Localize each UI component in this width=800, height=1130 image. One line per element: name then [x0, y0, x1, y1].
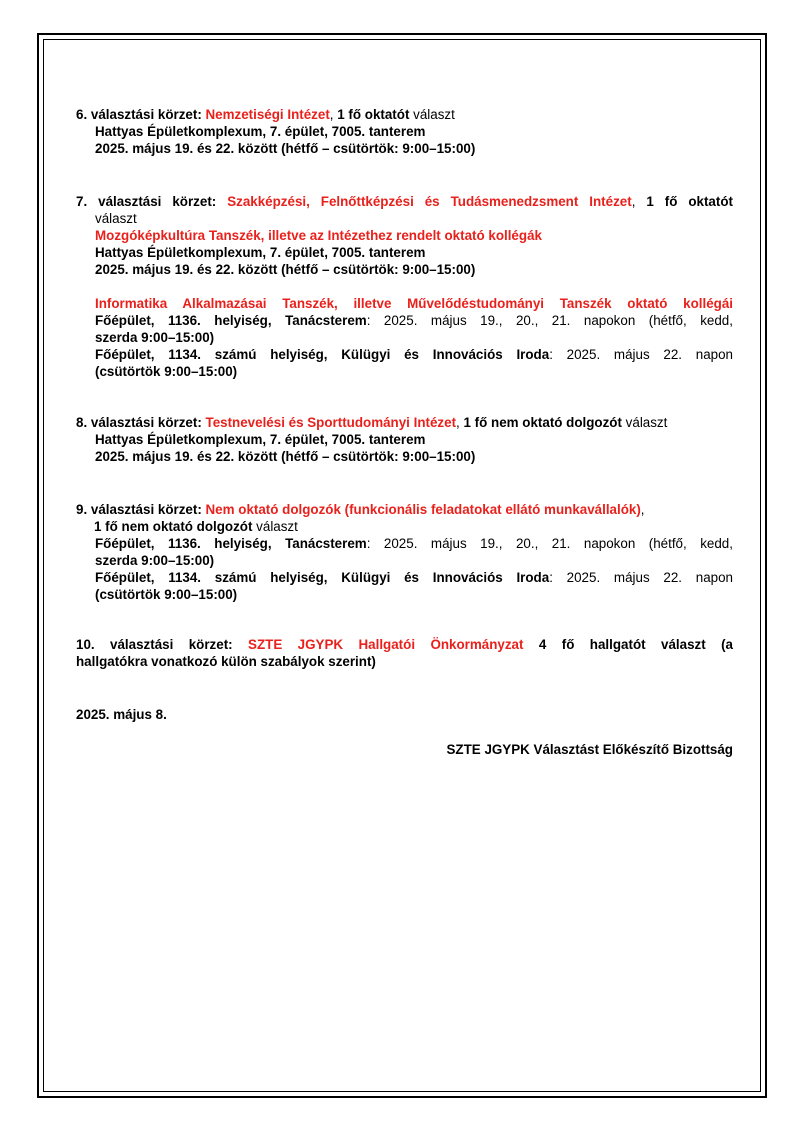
loc-2-place: Főépület, 1134. számú helyiség, Külügyi és Innovációs Iroda	[95, 570, 550, 585]
loc-2-place: Főépület, 1134. számú helyiség, Külügyi és Innovációs Iroda	[95, 347, 550, 362]
district-9-label: 9. választási körzet:	[76, 502, 206, 517]
district-7	[76, 193, 733, 380]
district-7-unit-2-loc-1	[76, 312, 733, 329]
district-8-label: 8. választási körzet:	[76, 415, 206, 430]
loc-2-date: : 2025. május 22. napon	[549, 570, 733, 585]
district-9-loc-1-time: szerda 9:00–15:00)	[95, 553, 215, 568]
district-10-label: 10. választási körzet:	[76, 637, 249, 652]
district-8-heading	[76, 414, 733, 431]
district-9	[76, 501, 733, 603]
district-9-count-line	[76, 518, 733, 535]
district-10-name: SZTE JGYPK Hallgatói Önkormányzat	[248, 637, 524, 652]
signature: SZTE JGYPK Választást Előkészítő Bizottság	[446, 742, 733, 757]
district-7-suffix: választ	[95, 211, 137, 226]
loc-1-place: Főépület, 1136. helyiség, Tanácsterem	[95, 313, 367, 328]
district-10	[76, 636, 733, 670]
district-9-loc-2	[76, 569, 733, 586]
district-7-unit-2	[76, 295, 733, 380]
district-9-loc-2-time: (csütörtök 9:00–15:00)	[95, 587, 238, 602]
district-8	[76, 414, 733, 465]
district-6-name: Nemzetiségi Intézet	[205, 107, 330, 122]
district-7-comma: ,	[631, 194, 647, 209]
loc-2-date: : 2025. május 22. napon	[549, 347, 733, 362]
district-9-heading	[76, 501, 733, 518]
district-6	[76, 106, 733, 157]
district-8-dates: 2025. május 19. és 22. között (hétfő – csütörtök: 9:00–15:00)	[95, 449, 476, 464]
district-6-heading	[76, 106, 733, 123]
district-7-count: 1 fő oktatót	[646, 194, 733, 209]
loc-1-place: Főépület, 1136. helyiség, Tanácsterem	[95, 536, 367, 551]
district-6-suffix: választ	[409, 107, 455, 122]
district-7-label: 7. választási körzet:	[76, 194, 228, 209]
district-7-unit-2-loc-2	[76, 346, 733, 363]
district-7-unit-2-name: Informatika Alkalmazásai Tanszék, illetve Művelődéstudományi Tanszék oktató kollégái	[95, 296, 733, 311]
district-10-rest: 4 fő hallgatót választ (a	[523, 637, 733, 652]
district-10-rest-2: hallgatókra vonatkozó külön szabályok szerint)	[76, 654, 376, 669]
district-7-unit-1: Mozgóképkultúra Tanszék, illetve az Intézethez rendelt oktató kollégák	[95, 228, 542, 243]
district-7-name: Szakképzési, Felnőttképzési és Tudásmenedzsment Intézet	[227, 194, 632, 209]
district-8-name: Testnevelési és Sporttudományi Intézet	[205, 415, 457, 430]
document-date: 2025. május 8.	[76, 707, 167, 722]
district-7-unit-2-loc-1-time: szerda 9:00–15:00)	[95, 330, 215, 345]
district-9-suffix: választ	[252, 519, 298, 534]
district-7-unit-2-loc-2-time: (csütörtök 9:00–15:00)	[95, 364, 238, 379]
district-6-location: Hattyas Épületkomplexum, 7. épület, 7005. tanterem	[95, 124, 426, 139]
loc-1-date: : 2025. május 19., 20., 21. napokon (hétfő, kedd,	[366, 536, 733, 551]
district-8-location: Hattyas Épületkomplexum, 7. épület, 7005. tanterem	[95, 432, 426, 447]
district-9-name: Nem oktató dolgozók (funkcionális feladatokat ellátó munkavállalók)	[205, 502, 641, 517]
district-8-suffix: választ	[621, 415, 668, 430]
district-8-count: 1 fő nem oktató dolgozót	[463, 415, 622, 430]
district-7-heading	[76, 193, 733, 210]
district-6-comma: ,	[329, 107, 338, 122]
district-10-heading	[76, 636, 733, 653]
district-6-dates: 2025. május 19. és 22. között (hétfő – csütörtök: 9:00–15:00)	[95, 141, 476, 156]
district-6-label: 6. választási körzet:	[76, 107, 206, 122]
district-9-comma: ,	[640, 502, 645, 517]
district-9-loc-1	[76, 535, 733, 552]
district-9-count: 1 fő nem oktató dolgozót	[94, 519, 253, 534]
district-7-unit-1-location: Hattyas Épületkomplexum, 7. épület, 7005. tanterem	[95, 245, 426, 260]
district-6-count: 1 fő oktatót	[337, 107, 410, 122]
district-8-comma: ,	[456, 415, 464, 430]
loc-1-date: : 2025. május 19., 20., 21. napokon (hétfő, kedd,	[366, 313, 733, 328]
district-7-unit-1-dates: 2025. május 19. és 22. között (hétfő – csütörtök: 9:00–15:00)	[95, 262, 476, 277]
document-body	[76, 106, 733, 758]
